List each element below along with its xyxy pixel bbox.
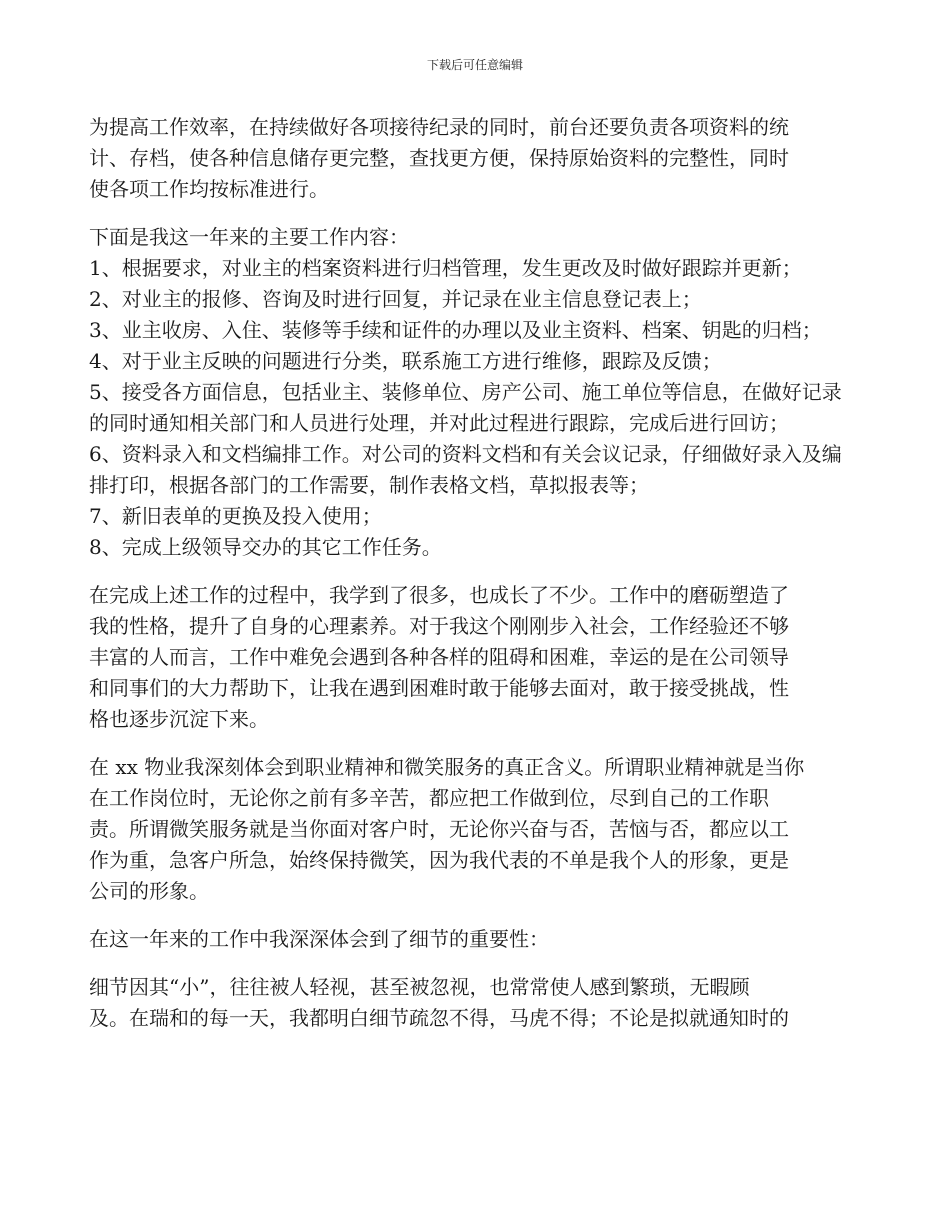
- list-item: 8、完成上级领导交办的其它工作任务。: [89, 535, 442, 559]
- text-line: 和同事们的大力帮助下，让我在遇到困难时敢于能够去面对，敢于接受挑战，性: [89, 676, 789, 700]
- paragraph-details: [89, 972, 861, 1034]
- list-item: 2、对业主的报修、咨询及时进行回复，并记录在业主信息登记表上；: [89, 287, 702, 311]
- text-line: 公司的形象。: [89, 879, 209, 903]
- text-line: 在完成上述工作的过程中，我学到了很多，也成长了不少。工作中的磨砺塑造了: [89, 583, 789, 607]
- text-line: 责。所谓微笑服务就是当你面对客户时，无论你兴奋与否，苦恼与否，都应以工: [89, 817, 789, 841]
- paragraph-professionalism: [89, 752, 861, 907]
- text-line: 在 xx 物业我深刻体会到职业精神和微笑服务的真正含义。所谓职业精神就是当你: [89, 755, 805, 779]
- document-body: [89, 112, 861, 1051]
- text-line: 在这一年来的工作中我深深体会到了细节的重要性：: [89, 927, 549, 951]
- text-line: 使各项工作均按标准进行。: [89, 177, 329, 201]
- text-line: 作为重，急客户所急，始终保持微笑，因为我代表的不单是我个人的形象，更是: [89, 848, 789, 872]
- text-line: 细节因其“小”，往往被人轻视，甚至被忽视，也常常使人感到繁琐，无暇顾: [89, 975, 750, 999]
- text-line: 及。在瑞和的每一天，我都明白细节疏忽不得，马虎不得；不论是拟就通知时的: [89, 1006, 789, 1030]
- list-item: 4、对于业主反映的问题进行分类，联系施工方进行维修，跟踪及反馈；: [89, 349, 722, 373]
- list-intro: 下面是我这一年来的主要工作内容：: [89, 225, 409, 249]
- page-header: 下载后可任意编辑: [426, 58, 523, 72]
- text-line: 在工作岗位时，无论你之前有多辛苦，都应把工作做到位，尽到自己的工作职: [89, 786, 769, 810]
- text-line: 丰富的人而言，工作中难免会遇到各种各样的阻碍和困难，幸运的是在公司领导: [89, 645, 789, 669]
- text-line: 为提高工作效率，在持续做好各项接待纪录的同时，前台还要负责各项资料的统: [89, 115, 789, 139]
- work-content-list: [89, 222, 861, 563]
- list-item: 5、接受各方面信息，包括业主、装修单位、房产公司、施工单位等信息，在做好记录的同时通知相关部门和人员进行处理，并对此过程进行跟踪，完成后进行回访；: [89, 380, 842, 435]
- list-item: 7、新旧表单的更换及投入使用；: [89, 504, 382, 528]
- paragraph-details-intro: [89, 924, 861, 955]
- list-item: 1、根据要求，对业主的档案资料进行归档管理，发生更改及时做好跟踪并更新；: [89, 256, 802, 280]
- text-line: 我的性格，提升了自身的心理素养。对于我这个刚刚步入社会，工作经验还不够: [89, 614, 789, 638]
- text-line: 格也逐步沉淀下来。: [89, 707, 269, 731]
- list-item: 3、业主收房、入住、装修等手续和证件的办理以及业主资料、档案、钥匙的归档；: [89, 318, 822, 342]
- paragraph-growth: [89, 580, 861, 735]
- list-item: 6、资料录入和文档编排工作。对公司的资料文档和有关会议记录，仔细做好录入及编排打印，根据各部门的工作需要，制作表格文档，草拟报表等；: [89, 442, 842, 497]
- text-line: 计、存档，使各种信息储存更完整，查找更方便，保持原始资料的完整性，同时: [89, 146, 789, 170]
- paragraph-front-desk-duties: [89, 112, 861, 205]
